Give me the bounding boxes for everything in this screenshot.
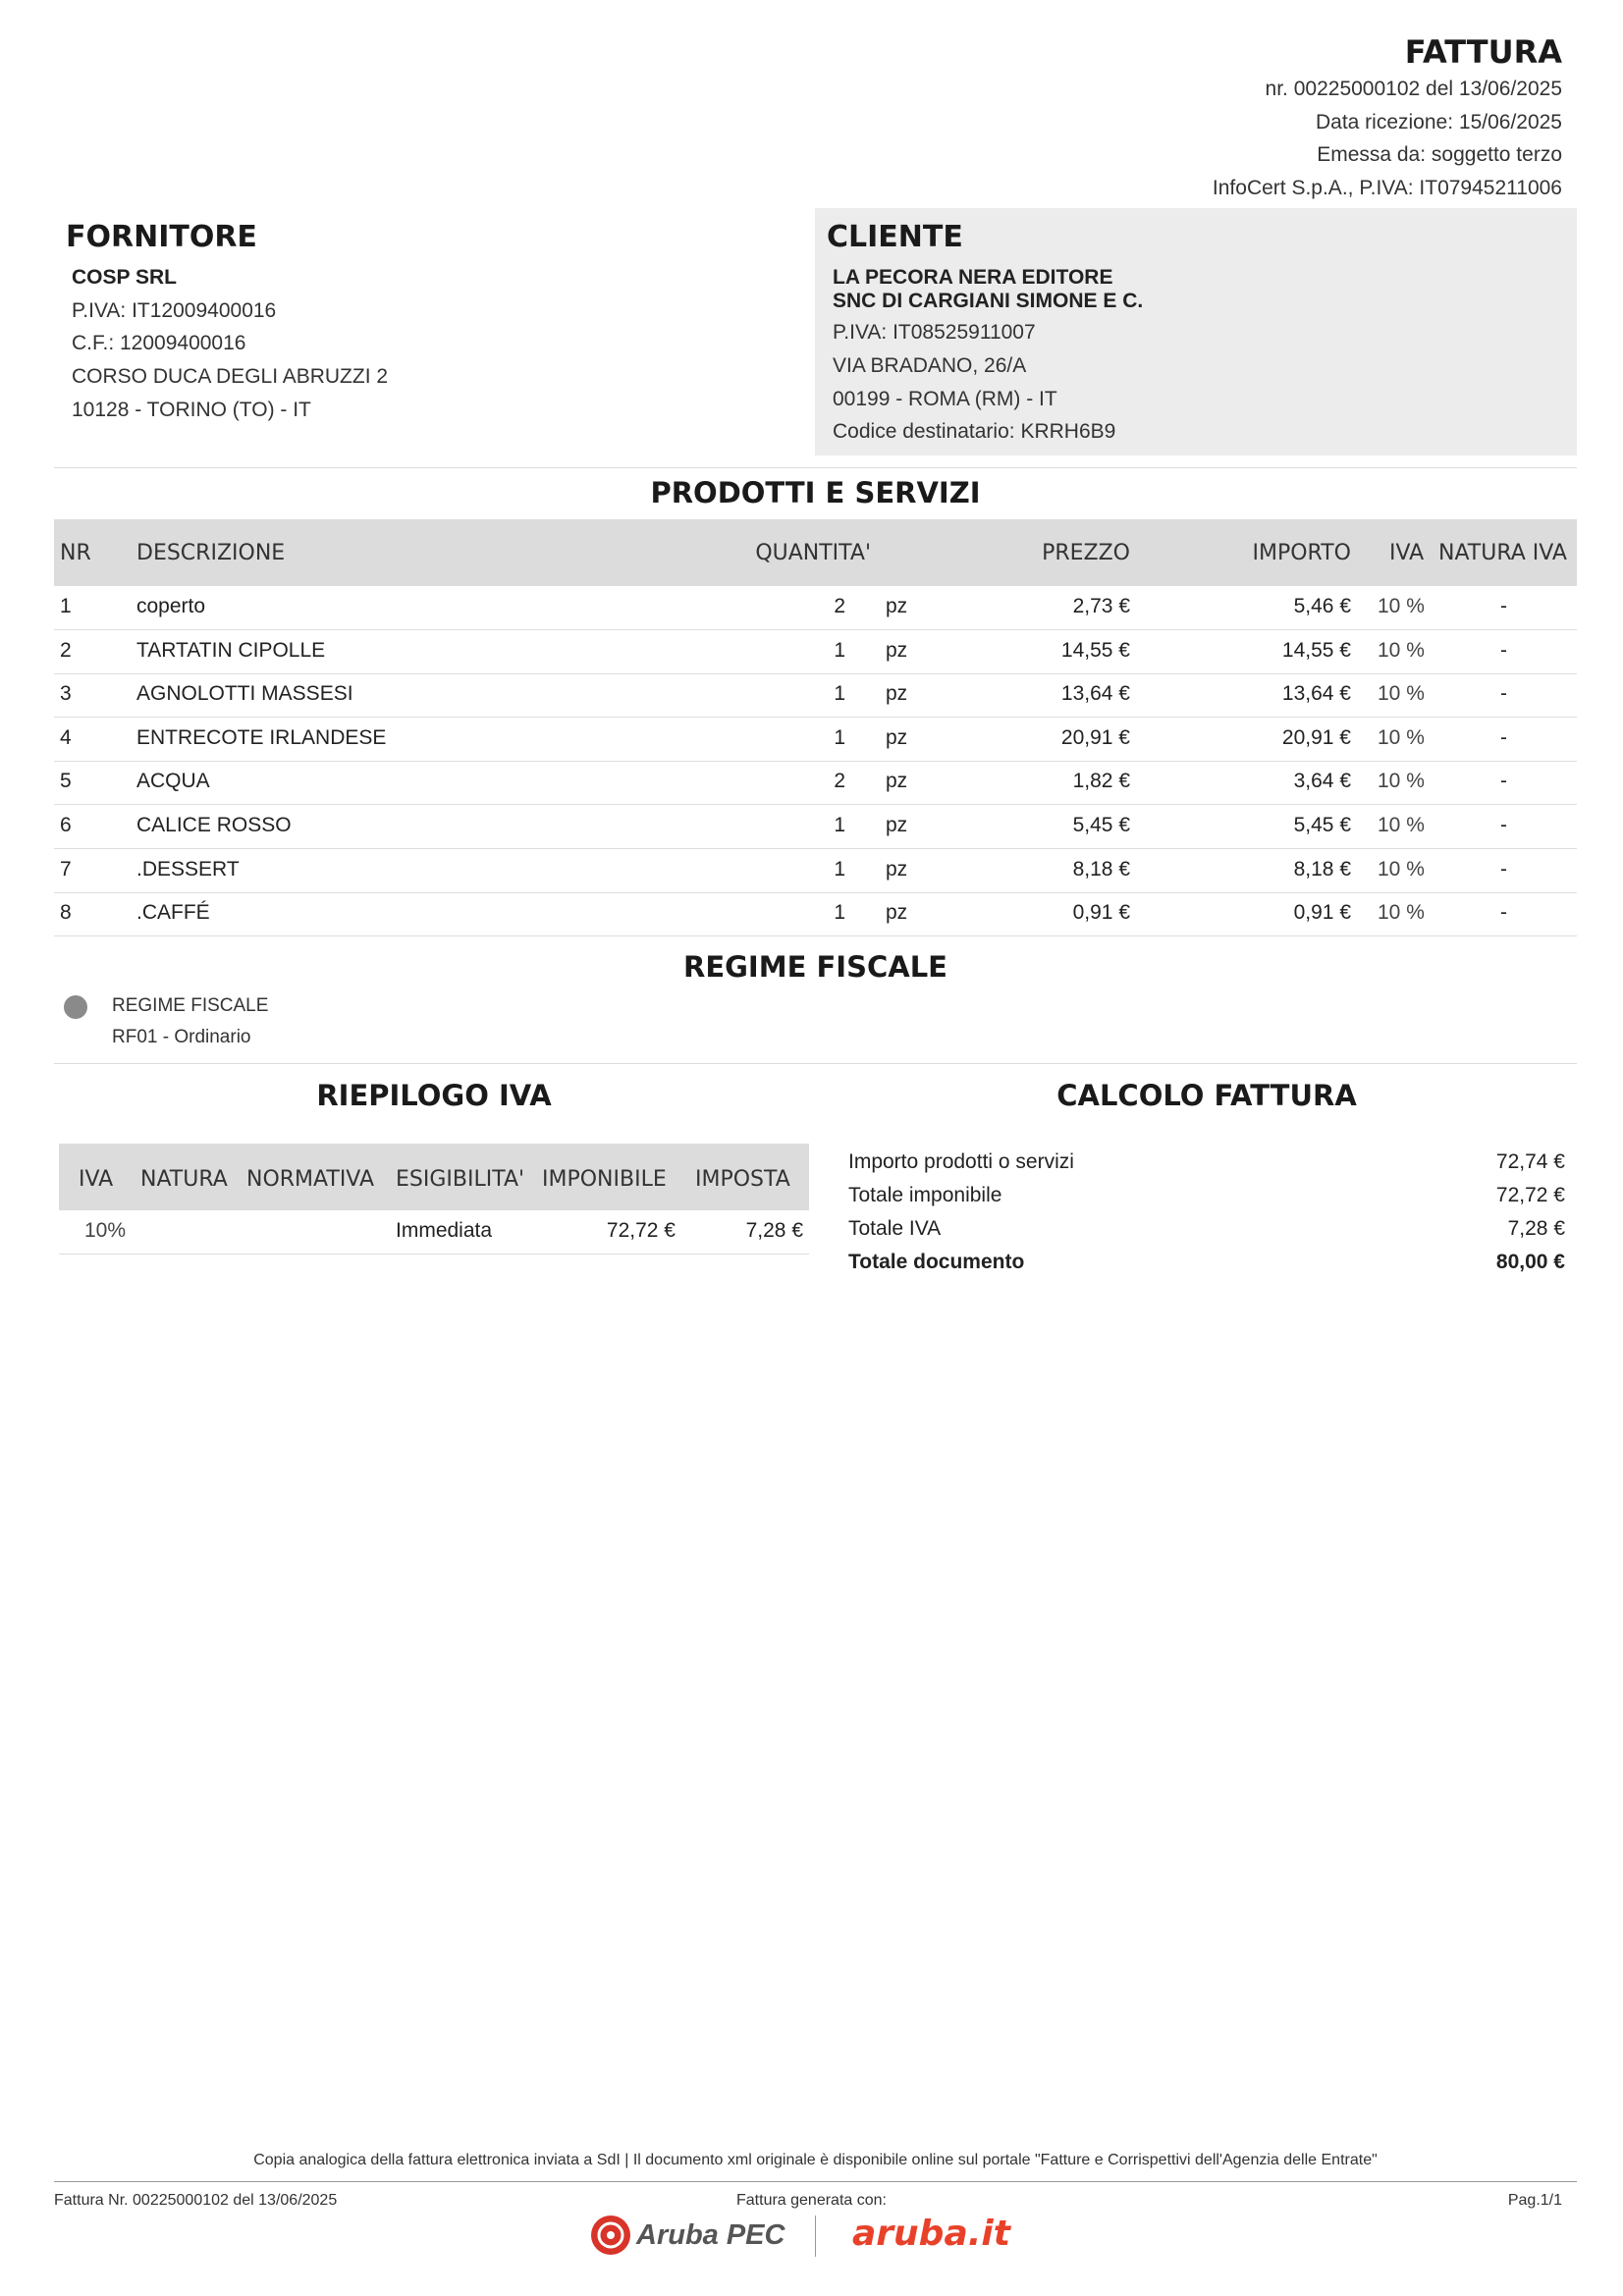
cell-unita: pz: [886, 638, 908, 662]
aruba-it-logo: [852, 2214, 1019, 2259]
table-row: [54, 761, 1577, 805]
col-normativa: NORMATIVA: [246, 1167, 375, 1192]
aruba-pec-logo: [589, 2214, 805, 2259]
calc-label: Totale documento: [848, 1251, 1025, 1273]
cell-nr: 6: [60, 814, 72, 836]
divider: [54, 467, 1577, 468]
footer-note: Copia analogica della fattura elettronica inviata a SdI | Il documento xml originale è disponibile online sul portale "Fatture e Corrispettivi dell'Agenzia delle Entrate": [253, 2152, 1378, 2168]
calc-row-imponibile: [848, 1184, 1565, 1215]
issued-by: Emessa da: soggetto terzo: [1317, 143, 1562, 166]
regime-value: RF01 - Ordinario: [112, 1027, 251, 1047]
col-imponibile: IMPONIBILE: [542, 1167, 667, 1192]
client-name-line1: LA PECORA NERA EDITORE: [833, 266, 1113, 289]
cell-iva: 10 %: [1378, 725, 1425, 749]
footer-invoice-ref: Fattura Nr. 00225000102 del 13/06/2025: [54, 2192, 338, 2209]
cell-unita: pz: [886, 725, 908, 749]
supplier-cf: C.F.: 12009400016: [72, 332, 246, 354]
aruba-it-text: aruba.it: [852, 2214, 1010, 2254]
calc-row-importo: [848, 1150, 1565, 1182]
cell-importo: 13,64 €: [1281, 682, 1351, 706]
col-natura: NATURA IVA: [1438, 541, 1567, 565]
cell-nr: 1: [60, 595, 72, 617]
client-block: [815, 208, 1577, 455]
supplier-piva: P.IVA: IT12009400016: [72, 299, 277, 322]
cell-prezzo: 0,91 €: [1072, 901, 1130, 925]
cell-unita: pz: [886, 814, 908, 836]
cell-importo: 3,64 €: [1293, 770, 1351, 793]
col-esigibilita: ESIGIBILITA': [396, 1167, 525, 1192]
cell-quantita: 1: [834, 901, 845, 925]
iva-summary-title: RIEPILOGO IVA: [316, 1079, 552, 1112]
cell-nr: 4: [60, 725, 72, 749]
cell-iva: 10%: [84, 1219, 127, 1242]
cell-descrizione: TARTATIN CIPOLLE: [136, 638, 326, 662]
cell-quantita: 1: [834, 814, 845, 836]
table-row: [54, 805, 1577, 849]
cell-natura: -: [1500, 682, 1507, 706]
supplier-title: FORNITORE: [66, 220, 257, 254]
cell-importo: 20,91 €: [1281, 725, 1351, 749]
calc-value: 80,00 €: [1495, 1251, 1565, 1273]
received-date: Data ricezione: 15/06/2025: [1315, 111, 1562, 133]
table-row: [54, 892, 1577, 936]
table-row: [54, 673, 1577, 718]
cell-natura: -: [1500, 595, 1507, 617]
cell-nr: 5: [60, 770, 72, 793]
table-row: [54, 849, 1577, 893]
cell-quantita: 1: [834, 857, 845, 881]
cell-natura: -: [1500, 901, 1507, 925]
cell-descrizione: CALICE ROSSO: [136, 814, 292, 836]
footer-generated-with: Fattura generata con:: [736, 2192, 887, 2209]
col-imposta: IMPOSTA: [695, 1167, 790, 1192]
intermediary: InfoCert S.p.A., P.IVA: IT07945211006: [1212, 177, 1562, 199]
cell-unita: pz: [886, 857, 908, 881]
cell-natura: -: [1500, 770, 1507, 793]
regime-title: REGIME FISCALE: [682, 950, 947, 984]
aruba-seal-icon: [589, 2214, 632, 2257]
cell-prezzo: 1,82 €: [1072, 770, 1130, 793]
invoice-title: FATTURA: [1404, 33, 1562, 71]
client-piva: P.IVA: IT08525911007: [833, 321, 1036, 344]
cell-natura: -: [1500, 638, 1507, 662]
cell-iva: 10 %: [1378, 901, 1425, 925]
supplier-name: COSP SRL: [72, 266, 177, 289]
calc-label: Importo prodotti o servizi: [848, 1150, 1074, 1173]
col-natura: NATURA: [140, 1167, 228, 1192]
calc-row-totale: [848, 1251, 1565, 1282]
cell-prezzo: 5,45 €: [1072, 814, 1130, 836]
client-address: VIA BRADANO, 26/A: [833, 354, 1027, 377]
table-row: [54, 718, 1577, 762]
products-header: [54, 519, 1577, 586]
col-prezzo: PREZZO: [1042, 541, 1130, 565]
calc-title: CALCOLO FATTURA: [1056, 1079, 1357, 1112]
col-descrizione: DESCRIZIONE: [136, 541, 286, 565]
cell-iva: 10 %: [1378, 638, 1425, 662]
cell-quantita: 2: [834, 770, 845, 793]
cell-quantita: 1: [834, 725, 845, 749]
table-row: [54, 586, 1577, 630]
cell-prezzo: 13,64 €: [1060, 682, 1130, 706]
divider: [54, 1063, 1577, 1064]
cell-nr: 2: [60, 638, 72, 662]
cell-unita: pz: [886, 682, 908, 706]
cell-imponibile: 72,72 €: [606, 1219, 676, 1242]
logo-divider: [815, 2216, 816, 2257]
col-iva: IVA: [1389, 541, 1425, 565]
supplier-address: CORSO DUCA DEGLI ABRUZZI 2: [72, 365, 389, 388]
cell-prezzo: 8,18 €: [1072, 857, 1130, 881]
cell-unita: pz: [886, 770, 908, 793]
regime-label: REGIME FISCALE: [112, 995, 269, 1016]
cell-unita: pz: [886, 595, 908, 617]
calc-value: 72,72 €: [1495, 1184, 1565, 1206]
client-title: CLIENTE: [827, 220, 963, 254]
cell-descrizione: .CAFFÉ: [136, 901, 210, 925]
cell-importo: 5,46 €: [1293, 595, 1351, 617]
cell-descrizione: AGNOLOTTI MASSESI: [136, 682, 353, 706]
client-recipient-code: Codice destinatario: KRRH6B9: [833, 420, 1116, 443]
client-name-line2: SNC DI CARGIANI SIMONE E C.: [833, 290, 1144, 312]
calc-label: Totale imponibile: [848, 1184, 1002, 1206]
calc-row-iva: [848, 1217, 1565, 1249]
cell-unita: pz: [886, 901, 908, 925]
cell-esigibilita: Immediata: [396, 1219, 493, 1242]
cell-nr: 7: [60, 857, 72, 881]
col-iva: IVA: [79, 1167, 114, 1192]
cell-importo: 0,91 €: [1293, 901, 1351, 925]
calc-value: 7,28 €: [1507, 1217, 1565, 1240]
cell-iva: 10 %: [1378, 857, 1425, 881]
invoice-number: nr. 00225000102 del 13/06/2025: [1265, 78, 1562, 100]
footer-page-number: Pag.1/1: [1507, 2192, 1562, 2209]
cell-descrizione: .DESSERT: [136, 857, 240, 881]
cell-prezzo: 14,55 €: [1060, 638, 1130, 662]
cell-natura: -: [1500, 857, 1507, 881]
col-importo: IMPORTO: [1252, 541, 1351, 565]
iva-summary-row: [59, 1210, 809, 1255]
supplier-block: [54, 208, 800, 454]
cell-importo: 14,55 €: [1281, 638, 1351, 662]
iva-summary-header: [59, 1144, 809, 1210]
cell-quantita: 2: [834, 595, 845, 617]
cell-imposta: 7,28 €: [745, 1219, 803, 1242]
supplier-city: 10128 - TORINO (TO) - IT: [72, 399, 311, 421]
calc-value: 72,74 €: [1495, 1150, 1565, 1173]
cell-descrizione: ENTRECOTE IRLANDESE: [136, 725, 387, 749]
cell-prezzo: 2,73 €: [1072, 595, 1130, 617]
cell-prezzo: 20,91 €: [1060, 725, 1130, 749]
cell-importo: 8,18 €: [1293, 857, 1351, 881]
table-row: [54, 630, 1577, 674]
cell-quantita: 1: [834, 638, 845, 662]
cell-quantita: 1: [834, 682, 845, 706]
client-city: 00199 - ROMA (RM) - IT: [833, 388, 1057, 410]
cell-descrizione: ACQUA: [136, 770, 210, 793]
calc-label: Totale IVA: [848, 1217, 942, 1240]
cell-importo: 5,45 €: [1293, 814, 1351, 836]
cell-iva: 10 %: [1378, 682, 1425, 706]
col-nr: NR: [60, 541, 91, 565]
cell-iva: 10 %: [1378, 595, 1425, 617]
cell-natura: -: [1500, 725, 1507, 749]
cell-nr: 3: [60, 682, 72, 706]
cell-iva: 10 %: [1378, 814, 1425, 836]
aruba-pec-text: Aruba PEC: [636, 2219, 785, 2251]
products-title: PRODOTTI E SERVIZI: [650, 476, 981, 509]
footer-divider: [54, 2181, 1577, 2182]
cell-descrizione: coperto: [136, 595, 206, 617]
col-quantita: QUANTITA': [755, 541, 871, 565]
cell-nr: 8: [60, 901, 72, 925]
cell-natura: -: [1500, 814, 1507, 836]
bullet-icon: [64, 995, 87, 1019]
cell-iva: 10 %: [1378, 770, 1425, 793]
